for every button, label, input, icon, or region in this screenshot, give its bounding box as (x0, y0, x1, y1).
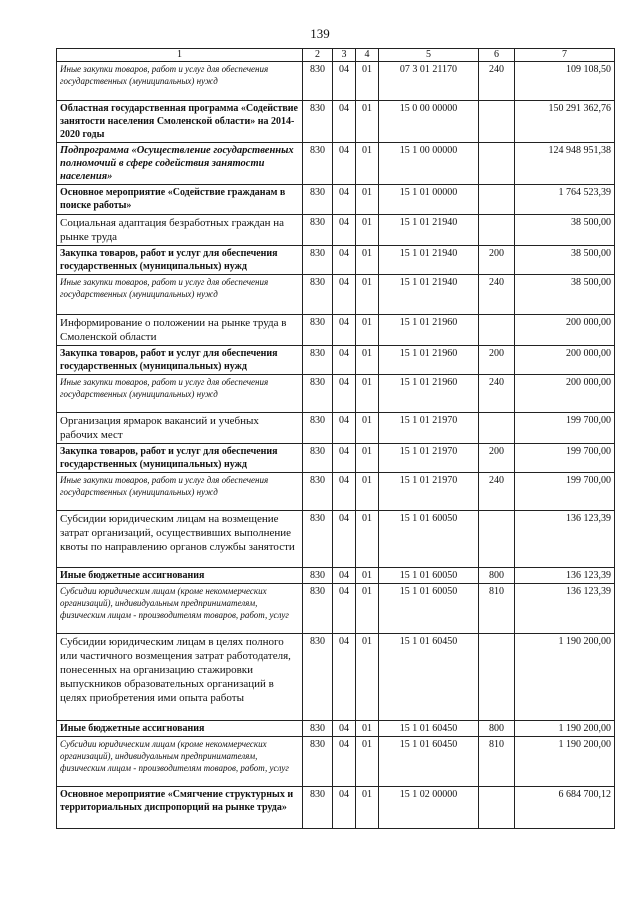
row-name-cell: Социальная адаптация безработных граждан на рынке труда (57, 215, 303, 246)
row-target-article-cell: 15 1 02 00000 (379, 787, 479, 829)
row-subsection-cell: 01 (356, 101, 379, 143)
row-name-cell: Иные закупки товаров, работ и услуг для обеспечения государственных (муниципальных) нужд (57, 62, 303, 101)
row-target-article-cell: 15 1 01 60450 (379, 737, 479, 787)
row-subsection-cell: 01 (356, 737, 379, 787)
row-name-cell: Субсидии юридическим лицам (кроме некоммерческих организаций), индивидуальным предпринимателям, физическим лицам - производителям товаров, работ, услуг (57, 737, 303, 787)
table-row (57, 444, 615, 473)
row-expense-type-cell: 800 (479, 568, 515, 584)
row-subsection-cell: 01 (356, 215, 379, 246)
row-target-article-cell: 15 1 01 21960 (379, 375, 479, 413)
row-section-cell: 04 (333, 787, 356, 829)
row-grbs-cell: 830 (303, 346, 333, 375)
budget-table (56, 48, 615, 829)
table-row (57, 787, 615, 829)
table-row (57, 634, 615, 721)
row-amount-cell: 200 000,00 (515, 375, 615, 413)
row-amount-cell: 199 700,00 (515, 473, 615, 511)
row-subsection-cell: 01 (356, 185, 379, 215)
row-expense-type-cell: 200 (479, 444, 515, 473)
row-subsection-cell: 01 (356, 62, 379, 101)
column-header: 6 (479, 49, 515, 62)
table-row (57, 473, 615, 511)
row-expense-type-cell (479, 634, 515, 721)
row-target-article-cell: 15 1 01 21940 (379, 246, 479, 275)
row-section-cell: 04 (333, 444, 356, 473)
column-header: 1 (57, 49, 303, 62)
row-amount-cell: 124 948 951,38 (515, 143, 615, 185)
row-subsection-cell: 01 (356, 634, 379, 721)
row-expense-type-cell: 810 (479, 737, 515, 787)
row-name-cell: Организация ярмарок вакансий и учебных рабочих мест (57, 413, 303, 444)
table-row (57, 215, 615, 246)
row-amount-cell: 109 108,50 (515, 62, 615, 101)
row-expense-type-cell (479, 413, 515, 444)
row-subsection-cell: 01 (356, 246, 379, 275)
row-name-cell: Основное мероприятие «Смягчение структурных и территориальных диспропорций на рынке труда» (57, 787, 303, 829)
row-grbs-cell: 830 (303, 275, 333, 315)
row-grbs-cell: 830 (303, 511, 333, 568)
row-section-cell: 04 (333, 634, 356, 721)
row-section-cell: 04 (333, 375, 356, 413)
row-section-cell: 04 (333, 62, 356, 101)
row-expense-type-cell (479, 511, 515, 568)
row-section-cell: 04 (333, 721, 356, 737)
table-row (57, 101, 615, 143)
row-target-article-cell: 15 1 01 21970 (379, 413, 479, 444)
table-row (57, 275, 615, 315)
row-target-article-cell: 15 1 01 60450 (379, 721, 479, 737)
row-amount-cell: 6 684 700,12 (515, 787, 615, 829)
row-amount-cell: 1 190 200,00 (515, 737, 615, 787)
row-subsection-cell: 01 (356, 511, 379, 568)
row-grbs-cell: 830 (303, 185, 333, 215)
table-row (57, 721, 615, 737)
row-name-cell: Информирование о положении на рынке труда в Смоленской области (57, 315, 303, 346)
row-section-cell: 04 (333, 584, 356, 634)
row-name-cell: Закупка товаров, работ и услуг для обеспечения государственных (муниципальных) нужд (57, 444, 303, 473)
page-number: 139 (310, 26, 330, 41)
row-section-cell: 04 (333, 101, 356, 143)
row-name-cell: Подпрограмма «Осуществление государственных полномочий в сфере содействия занятости населения» (57, 143, 303, 185)
row-expense-type-cell: 240 (479, 375, 515, 413)
row-name-cell: Иные бюджетные ассигнования (57, 568, 303, 584)
table-row (57, 315, 615, 346)
row-name-cell: Областная государственная программа «Содействие занятости населения Смоленской области» на 2014-2020 годы (57, 101, 303, 143)
column-header: 4 (356, 49, 379, 62)
table-row (57, 246, 615, 275)
row-grbs-cell: 830 (303, 584, 333, 634)
row-section-cell: 04 (333, 737, 356, 787)
row-section-cell: 04 (333, 275, 356, 315)
row-section-cell: 04 (333, 568, 356, 584)
row-grbs-cell: 830 (303, 444, 333, 473)
row-target-article-cell: 07 3 01 21170 (379, 62, 479, 101)
row-grbs-cell: 830 (303, 246, 333, 275)
row-expense-type-cell: 200 (479, 246, 515, 275)
table-row (57, 346, 615, 375)
table-row (57, 375, 615, 413)
row-expense-type-cell: 240 (479, 62, 515, 101)
row-amount-cell: 199 700,00 (515, 413, 615, 444)
row-target-article-cell: 15 1 01 60450 (379, 634, 479, 721)
row-target-article-cell: 15 1 00 00000 (379, 143, 479, 185)
row-target-article-cell: 15 1 01 21960 (379, 346, 479, 375)
row-subsection-cell: 01 (356, 787, 379, 829)
row-expense-type-cell (479, 143, 515, 185)
row-subsection-cell: 01 (356, 413, 379, 444)
row-target-article-cell: 15 1 01 60050 (379, 584, 479, 634)
row-subsection-cell: 01 (356, 444, 379, 473)
row-grbs-cell: 830 (303, 568, 333, 584)
row-grbs-cell: 830 (303, 787, 333, 829)
row-amount-cell: 150 291 362,76 (515, 101, 615, 143)
row-expense-type-cell (479, 101, 515, 143)
row-grbs-cell: 830 (303, 62, 333, 101)
row-grbs-cell: 830 (303, 375, 333, 413)
row-grbs-cell: 830 (303, 473, 333, 511)
row-expense-type-cell: 810 (479, 584, 515, 634)
row-target-article-cell: 15 1 01 21940 (379, 275, 479, 315)
row-name-cell: Основное мероприятие «Содействие гражданам в поиске работы» (57, 185, 303, 215)
table-row (57, 511, 615, 568)
row-grbs-cell: 830 (303, 737, 333, 787)
row-section-cell: 04 (333, 185, 356, 215)
row-subsection-cell: 01 (356, 568, 379, 584)
row-target-article-cell: 15 1 01 60050 (379, 511, 479, 568)
row-grbs-cell: 830 (303, 215, 333, 246)
row-amount-cell: 200 000,00 (515, 315, 615, 346)
row-subsection-cell: 01 (356, 473, 379, 511)
row-subsection-cell: 01 (356, 721, 379, 737)
row-amount-cell: 38 500,00 (515, 275, 615, 315)
row-target-article-cell: 15 1 01 60050 (379, 568, 479, 584)
row-expense-type-cell (479, 787, 515, 829)
row-amount-cell: 1 190 200,00 (515, 634, 615, 721)
row-subsection-cell: 01 (356, 584, 379, 634)
row-target-article-cell: 15 1 01 21960 (379, 315, 479, 346)
row-expense-type-cell: 240 (479, 275, 515, 315)
row-section-cell: 04 (333, 413, 356, 444)
row-target-article-cell: 15 1 01 00000 (379, 185, 479, 215)
row-name-cell: Иные закупки товаров, работ и услуг для обеспечения государственных (муниципальных) нужд (57, 473, 303, 511)
row-name-cell: Субсидии юридическим лицам в целях полного или частичного возмещения затрат работодателя, понесенных на организацию стажировки выпускников образовательных организаций в целях приобретения ими опыта работы (57, 634, 303, 721)
row-expense-type-cell (479, 185, 515, 215)
row-amount-cell: 200 000,00 (515, 346, 615, 375)
row-name-cell: Иные закупки товаров, работ и услуг для обеспечения государственных (муниципальных) нужд (57, 375, 303, 413)
row-grbs-cell: 830 (303, 413, 333, 444)
row-section-cell: 04 (333, 143, 356, 185)
row-expense-type-cell: 200 (479, 346, 515, 375)
row-name-cell: Закупка товаров, работ и услуг для обеспечения государственных (муниципальных) нужд (57, 346, 303, 375)
row-section-cell: 04 (333, 511, 356, 568)
row-name-cell: Субсидии юридическим лицам на возмещение затрат организаций, осуществивших выполнение квоты по направлению органов службы занятости (57, 511, 303, 568)
row-grbs-cell: 830 (303, 721, 333, 737)
table-row (57, 737, 615, 787)
row-expense-type-cell: 800 (479, 721, 515, 737)
row-target-article-cell: 15 1 01 21940 (379, 215, 479, 246)
row-amount-cell: 136 123,39 (515, 568, 615, 584)
row-amount-cell: 1 764 523,39 (515, 185, 615, 215)
table-row (57, 143, 615, 185)
table-header-row (57, 49, 615, 62)
row-section-cell: 04 (333, 346, 356, 375)
row-amount-cell: 1 190 200,00 (515, 721, 615, 737)
row-grbs-cell: 830 (303, 101, 333, 143)
column-header: 7 (515, 49, 615, 62)
row-amount-cell: 38 500,00 (515, 215, 615, 246)
column-header: 2 (303, 49, 333, 62)
row-subsection-cell: 01 (356, 375, 379, 413)
row-subsection-cell: 01 (356, 143, 379, 185)
row-expense-type-cell: 240 (479, 473, 515, 511)
column-header: 3 (333, 49, 356, 62)
row-subsection-cell: 01 (356, 346, 379, 375)
table-body (57, 62, 615, 829)
row-amount-cell: 136 123,39 (515, 511, 615, 568)
row-grbs-cell: 830 (303, 315, 333, 346)
table-row (57, 62, 615, 101)
row-grbs-cell: 830 (303, 634, 333, 721)
table-row (57, 584, 615, 634)
row-section-cell: 04 (333, 473, 356, 511)
row-amount-cell: 136 123,39 (515, 584, 615, 634)
row-name-cell: Иные бюджетные ассигнования (57, 721, 303, 737)
row-grbs-cell: 830 (303, 143, 333, 185)
row-target-article-cell: 15 1 01 21970 (379, 473, 479, 511)
row-expense-type-cell (479, 315, 515, 346)
row-target-article-cell: 15 0 00 00000 (379, 101, 479, 143)
row-subsection-cell: 01 (356, 275, 379, 315)
row-target-article-cell: 15 1 01 21970 (379, 444, 479, 473)
row-name-cell: Субсидии юридическим лицам (кроме некоммерческих организаций), индивидуальным предпринимателям, физическим лицам - производителям товаров, работ, услуг (57, 584, 303, 634)
table-row (57, 413, 615, 444)
row-section-cell: 04 (333, 315, 356, 346)
row-amount-cell: 38 500,00 (515, 246, 615, 275)
table-row (57, 185, 615, 215)
table-row (57, 568, 615, 584)
row-amount-cell: 199 700,00 (515, 444, 615, 473)
row-name-cell: Иные закупки товаров, работ и услуг для обеспечения государственных (муниципальных) нужд (57, 275, 303, 315)
row-subsection-cell: 01 (356, 315, 379, 346)
row-expense-type-cell (479, 215, 515, 246)
row-section-cell: 04 (333, 246, 356, 275)
row-name-cell: Закупка товаров, работ и услуг для обеспечения государственных (муниципальных) нужд (57, 246, 303, 275)
row-section-cell: 04 (333, 215, 356, 246)
column-header: 5 (379, 49, 479, 62)
